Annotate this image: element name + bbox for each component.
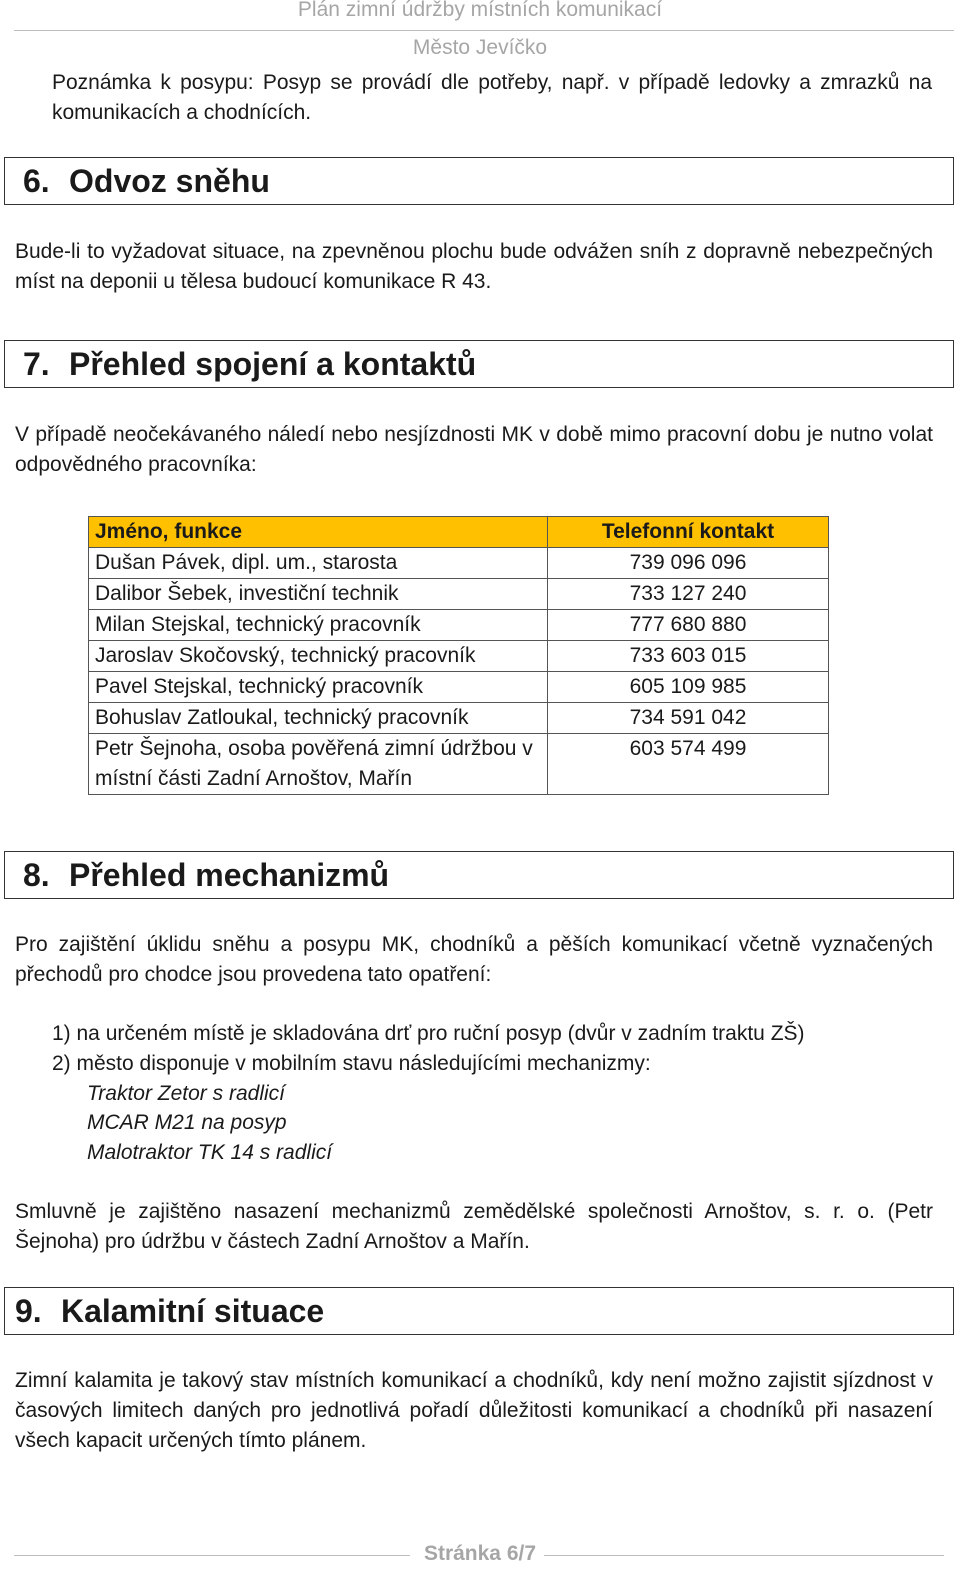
machine-item: Traktor Zetor s radlicí [87, 1082, 285, 1105]
section-7-heading [4, 340, 954, 388]
table-row [89, 703, 829, 734]
contact-phone: 733 603 015 [548, 641, 829, 672]
contact-name: Milan Stejskal, technický pracovník [89, 610, 548, 641]
header-phone: Telefonní kontakt [548, 517, 829, 548]
table-header-row [89, 517, 829, 548]
section-8-number: 8. [23, 857, 50, 893]
contact-name: Pavel Stejskal, technický pracovník [89, 672, 548, 703]
contact-phone: 777 680 880 [548, 610, 829, 641]
contacts-table [88, 516, 829, 795]
section-8-item-2: 2) město disponuje v mobilním stavu následujícími mechanizmy: [52, 1052, 651, 1075]
section-6-heading [4, 157, 954, 205]
header-title: Plán zimní údržby místních komunikací [297, 0, 663, 21]
section-6-title: Odvoz sněhu [69, 163, 270, 199]
section-9-heading [4, 1287, 954, 1335]
section-7-number: 7. [23, 346, 50, 382]
header-subtitle: Město Jevíčko [412, 36, 548, 59]
table-row [89, 672, 829, 703]
table-row [89, 579, 829, 610]
section-8-title: Přehled mechanizmů [69, 857, 390, 893]
section-7-text: V případě neočekávaného náledí nebo nesjízdnosti MK v době mimo pracovní dobu je nutno volat odpovědného pracovníka: [15, 423, 933, 476]
header-rule [14, 30, 954, 31]
machine-item: MCAR M21 na posyp [87, 1111, 287, 1134]
page-footer [0, 1542, 960, 1572]
section-9-text: Zimní kalamita je takový stav místních komunikací a chodníků, kdy není možno zajistit sjízdnost v časových limitech daných pro jednotlivá pořadí důležitosti komunikací a chodníků při nasazení všech kapacit určených tímto plánem. [15, 1369, 933, 1452]
contact-name: Dušan Pávek, dipl. um., starosta [89, 548, 548, 579]
contact-name: Jaroslav Skočovský, technický pracovník [89, 641, 548, 672]
table-row [89, 548, 829, 579]
section-8-heading [4, 851, 954, 899]
contact-phone: 605 109 985 [548, 672, 829, 703]
section-6-text: Bude-li to vyžadovat situace, na zpevněnou plochu bude odvážen sníh z dopravně nebezpečných míst na deponii u tělesa budoucí komunikace R 43. [15, 240, 933, 293]
contact-name: Bohuslav Zatloukal, technický pracovník [89, 703, 548, 734]
header-name: Jméno, funkce [89, 517, 548, 548]
contact-name: Petr Šejnoha, osoba pověřená zimní údržbou v místní části Zadní Arnoštov, Mařín [89, 734, 548, 795]
section-6-number: 6. [23, 163, 50, 199]
page-number: Stránka 6/7 [416, 1542, 544, 1565]
section-8-text: Pro zajištění úklidu sněhu a posypu MK, chodníků a pěších komunikací včetně vyznačených přechodů pro chodce jsou provedena tato opatření: [15, 933, 933, 986]
contact-phone: 739 096 096 [548, 548, 829, 579]
contact-phone: 733 127 240 [548, 579, 829, 610]
section-7-title: Přehled spojení a kontaktů [69, 346, 477, 382]
contact-phone: 603 574 499 [548, 734, 829, 795]
section-9-title: Kalamitní situace [61, 1293, 325, 1329]
section-9-number: 9. [15, 1293, 42, 1329]
contact-name: Dalibor Šebek, investiční technik [89, 579, 548, 610]
section-8-text-2: Smluvně je zajištěno nasazení mechanizmů zemědělské společnosti Arnoštov, s. r. o. (Petr Šejnoha) pro údržbu v částech Zadní Arnoštov a Mařín. [15, 1200, 933, 1253]
table-row [89, 610, 829, 641]
table-row [89, 641, 829, 672]
section-8-item-1: 1) na určeném místě je skladována drť pro ruční posyp (dvůr v zadním traktu ZŠ) [52, 1022, 805, 1045]
machine-item: Malotraktor TK 14 s radlicí [87, 1141, 333, 1164]
posyp-note: Poznámka k posypu: Posyp se provádí dle potřeby, např. v případě ledovky a zmrazků na komunikacích a chodnících. [52, 71, 932, 124]
contact-phone: 734 591 042 [548, 703, 829, 734]
table-row [89, 734, 829, 795]
